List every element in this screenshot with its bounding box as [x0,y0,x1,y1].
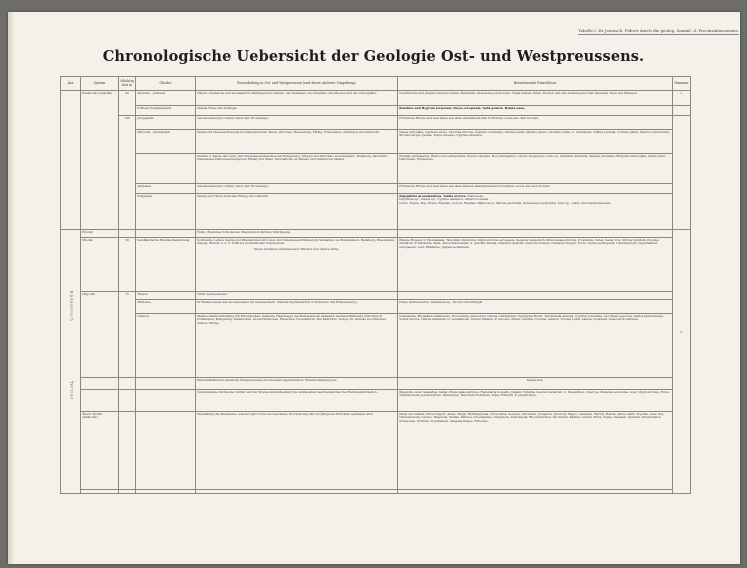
thickness-cell [119,378,136,390]
glied-cell [136,230,196,238]
entwickelung-cell: Fehlt. (Nächstes Vorkommen: Mastodon-Schichten Thüringens) [196,230,398,238]
glied-cell [136,378,196,390]
thickness-cell [119,412,136,490]
glied-cell [136,390,196,412]
einschluesse-line: Pagophilus groenlandicus, Yoldia arctica. Diatomeen. [399,193,485,198]
entwickelung-cell: Sande und Thone zwischen Elbing und Tolkemit. [196,194,398,230]
geology-table [60,76,691,494]
system-cell-pliocaen: Pliocän [81,230,119,238]
column-header-nummer: Nummer [673,77,691,91]
einschluesse-cell [398,490,673,494]
einschluesse-cell [398,230,673,238]
einschluesse-line: Cerus, Equus, Bos, Ursus, Elephas, Cervus, Elephas, Rhinoceros, Valvata piscinalis, Dreissena polymorpha, Unio sp., Land- und Landschnecken. [399,200,612,205]
system-cell [81,390,119,412]
area-label-kaenozoisch: Känozoisch [69,290,74,322]
einschluesse-cell: Fusus multisulcatus, Dentalium sp., Pecunculus Philippii. [398,300,673,314]
einschluesse-cell: Elephas primigenius, Rhinoceros antiquitatis, Equus Caballus, Bos primigenius, Cervus megaceros, Unio sp., Paludina diluviana, Valvata piscinalis, Bithynia tentaculata, Ostracoden, Diatomeen, Equisetum. [398,154,673,184]
system-cell-palaeocaen: Ältere Tertiär (Paläocän) [81,412,119,490]
entwickelung-cell: Marine Glaukonitbildung mit Phosphoriten, Kalktufe, Hauptlager des Bernsteins im Samland; bernsteinführende Schichten in Pomarellen, Königsberg, Palmnicken, Gross-Hubnicken, Rauschen, Grosskuhren, Bei Kalk-Holz, Stolpe, Kl. Wenzke bei Dirschau, Sarlow, Elbing. [196,314,398,378]
table-row [61,390,691,412]
column-header-system: System [81,77,119,91]
table-row [61,106,691,116]
entwickelung-cell: Grande u. Sande mit Land- und Süsswasserschnecken bei Königsberg, Gruppe und Dirschau, bei Graudenz, Heilsberg, Sartowitz. Süsswasser-Diatomeenmergel bei Elbing und Ilmen. Diluvialtorfe an Pensau und Gwillen bei Memel. [196,154,398,184]
system-cell [81,378,119,390]
table-row [61,194,691,230]
system-cell-oligocaen: Oligocän [81,292,119,378]
glied-cell: Frühere Postglazialzeit [136,106,196,116]
einschluesse-cell [398,292,673,300]
number-cell [673,106,691,116]
glied-cell: Jungglazial [136,116,196,130]
glied-cell: Oberes [136,292,196,300]
table-row [61,490,691,494]
entwickelung-cell: Sande mit Meeresschnecken bei Marienwerder, Mewe, Dirschau, Riesenburg, Elbing, Frauenburg, Heilsberg und Sartowitz. [196,130,398,154]
column-header-einschluesse: Bezeichnende Einschlüsse [398,77,673,91]
number-cell: 1. [673,91,691,106]
entwickelung-cell: Geschiebemergel, Grand, Sand und Thonmergel. [196,116,398,130]
einschluesse-cell: Nabelchen. [398,378,673,390]
column-header-maechtigkeit: Mächtigkeit m [119,77,136,91]
thickness-cell [119,390,136,412]
page-binding [8,12,14,564]
einschluesse-cell: Nassa reticulata, Cardium edule, Littorina littorea, Scalaria communis, Ostrea edulis, Mytilus edulis, Cardium edule, C. echinatum, Tellina solidula, Corbula gibba, Mactra subtruncata, Strobilocarpus pusilla, Trapa vulgaris, Cyprina islandica. [398,130,673,154]
entwickelung-cell: Glazial-Fluss und Torflager. [196,106,398,116]
thickness-cell: 75 [119,292,136,378]
einschluesse-cell: Pinus succinifera; Pinus Ungeri, Abies, Thuja, Widdringtonia, Libocedrus, Sequoia, Taxodium, Juniperus, Quercus, Fagus, Castanea, Myrica, Betula, Alnus, Salix, Populus, Acer, Ilex, Cinnamomum, Laurus, Magnolia, Smilax, Palmen, Oreodaphne, Camphora, Andromeda, Rhododendron, Vaccinium, Kalmia, Ledum, Erica, Dryas; Insekten, Spinnen, Krustentiere, Schnecken, Würmer, Vogelfedern, Säugetierhaare, Eidechse. [398,412,673,490]
system-cell-pleistocaen: Pleistocän (Quartär) [81,91,119,230]
column-header-entwickelung: Entwickelung in Ost- und Westpreussen (und deren nächster Umgebung) [196,77,398,91]
entwickelung-cell: Nicht nachgewiesen. [196,292,398,300]
table-row [61,412,691,490]
einschluesse-cell: Pflanze Hugeni, P. Thomasiana. Taxodium distichum, Glyptostrobus europaeus, Sequoia Langsdorfi, Pinus palaeostrobus, P. taxifolia, Carex, Sabal, Iris, Myrica lignitum, Populus Zaddachi, P. mutabilis, Salix, Alnus Kefersteinii, A. gracilis, Betula, Carpinus grandis, Quercus ursinus, Castanea Ungeri, Ficus, Laurus primigenia, Cinnamomum, Liquidambar europaeum, Acer, Rhamnus, Juglans acuminata. [398,238,673,292]
glied-cell: Sandländische Braunkohlenbildung [136,238,196,292]
entwickelung-cell: Bernsteinführende säulische Westpreussens und Pommer-Septarienthon, Braunkohlengruppen. [196,378,398,390]
system-cell-miocaen: Miocän [81,238,119,292]
glied-cell: Alluvium · Jetztzeit [136,91,196,106]
glied-cell: Diluvium · Interglazial [136,130,196,154]
einschluesse-cell: Renthier und Hygrum torporum; Dryas octopetala, Salix polaris, Betula nana. [398,106,673,116]
entwickelung-text: Kohlreiche Letten, Sande und Braunkohlen mit Land- und Süsswasser-Pflanzen im Samlande, bei Heiligenbeil, Heilsberg, Braunsberg, Danzig, Rixhöft u. a. O. Fehlt im nordöstlichen Ostpreussen. [197,237,395,246]
thickness-cell [119,490,136,494]
einschluesse-cell: Erratische Blöcke und Geschiebe aus allen skandinavischen Schichten, sowie aus dem Norden. [398,116,673,130]
page-title: Chronologische Uebersicht der Geologie Ost- und Westpreussens. [102,48,645,65]
table-row [61,230,691,238]
entwickelung-cell: Geschiebemergel, Grand, Sand und Thonmergel. [196,184,398,194]
einschluesse-cell [398,194,673,230]
area-cell-quartaer [61,91,81,230]
einschluesse-cell: Crassatella, Phyladium Sambiense, Protocardia praecursor, Ostrea ventilabrum, Spondylus Buchi, Terebratula grandis, Cyprina rotundata, Aporrhais speciosa, Natica hantoniensis, Voluta decora, Ostrea Sabellina, O. ventilabrum, Pecten Menkei, P. venosus, Pinna, Cardita, Corbula, Astarte, Nucula Lyelli, Lamna cuspidata, Galeocerdo latidens. [398,314,673,378]
table-row [61,378,691,390]
table-row [61,154,691,184]
number-cell [673,116,691,230]
entwickelung-cell: Einstellung des Bernsteins, welcher jedoch nur als Geschiebe im Unteroligocän und jüngeren Schichten gefunden wird. [196,412,398,490]
thickness-cell [119,230,136,238]
glied-alluvium: Alluvium [137,90,151,95]
glied-cell [136,412,196,490]
glied-interglazial: Interglazial [153,129,171,134]
glied-cell: Unteres [136,314,196,378]
thickness-cell: 166 [119,116,136,230]
thickness-cell: 50 [119,238,136,292]
column-header-glieder: Glieder [136,77,196,91]
table-row [61,184,691,194]
einschluesse-cell: Erratische Blöcke und Geschiebe aus allen älteren skandinavischen Schichten, sowie aus dem Norden. [398,184,673,194]
glied-cell: Altglazial [136,184,196,194]
table-header-row [61,77,691,91]
table-row [61,91,691,106]
number-cell: 2. [673,230,691,494]
area-label-tertiaer: Tertiär [69,381,74,401]
entwickelung-cell: (Verschiedene Stufen des Tertiär und der Kreide unterscheiden) Die verkieselten Geschiebehölzer der Bernsteinformation. [196,390,398,412]
glied-cell [136,154,196,184]
entwickelung-cell [196,238,398,292]
table-row [61,300,691,314]
glied-cell: Präglazial [136,194,196,230]
page-reference: Tabelle I. Zu Jentzsch, Führer durch die geolog. Samml. d. Provinzialmuseums. [578,28,739,33]
einschluesse-cell: Magnolia, Acer, Sassafras, Sabal, Pinus palaeostrobus, Flabellaria borealis, Juglans Tydatha, Laurus Lamarckii, L. triacanthos, Quercus, Platanus aceroides, Acer, Glyptostrobus, Ficus, Cinnamomum polymorphum, Palmacites, Taxodium distichum, Pinus Fritschii, P. praestrebus. [398,390,673,412]
glied-cell: Mittleres [136,300,196,314]
thickness-cell: 92 [119,91,136,116]
system-cell [81,490,119,494]
entwickelung-cell: In Westpreussen nur als Geschiebe bei Gammerstein. (Marine Septarienthon in Pommern und Brandenburg.) [196,300,398,314]
table-row [61,238,691,292]
entwickelung-cell: Dünen, chemische und mechanische Bildungen des Landes, der Gewässer, des Strandes, des Meeres und der Atmosphäre. [196,91,398,106]
table-row [61,292,691,300]
entwickelung-cell [196,490,398,494]
einschluesse-cell: Neolithische und jüngere Kunstprodukte; Bernstein, Dreissena polymorpha, Trapa natans; Erlen, Buchen und alle anderen jetzt hier lebenden Tiere und Pflanzen. [398,91,673,106]
einschluesse-line: Dolphinus sp., Gadus sp., Cyprina islandica, Astarte borealis. [399,197,489,202]
table-row [61,130,691,154]
column-header-area: Ära [61,77,81,91]
table-row [61,116,691,130]
area-cell-kaenozoisch [61,230,81,494]
table-row [61,314,691,378]
entwickelung-subtext: Obere Abteilung Glimmersand. Mittlere und untere Abtlg. [253,246,340,251]
glied-jetztzeit: Jetztzeit [152,90,165,95]
glied-diluvium: Diluvium [137,129,151,134]
glied-cell [136,490,196,494]
